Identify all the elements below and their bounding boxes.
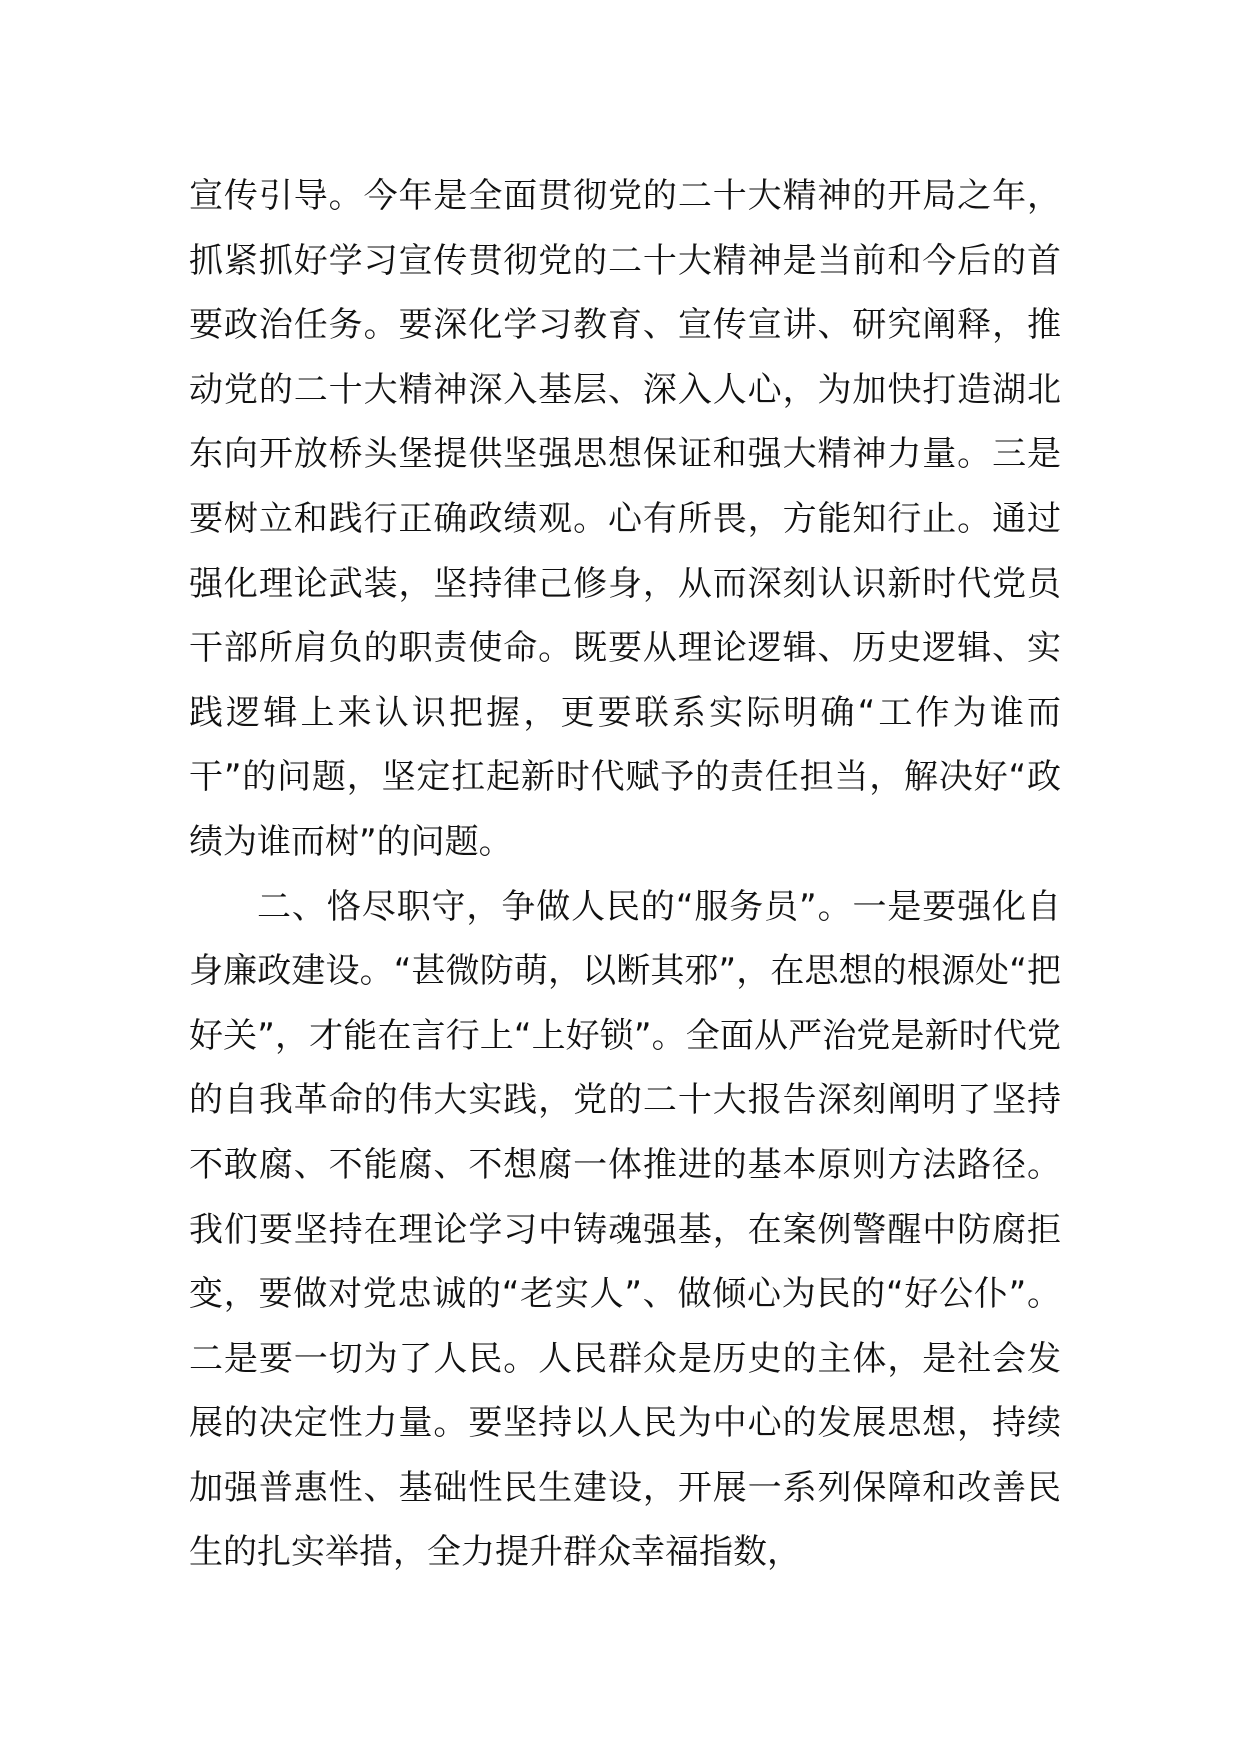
paragraph-continuation: 宣传引导。今年是全面贯彻党的二十大精神的开局之年，抓紧抓好学习宣传贯彻党的二十大精神是当前和今后的首要政治任务。要深化学习教育、宣传宣讲、研究阐释，推动党的二十大精神深入基层、深入人心，为加快打造湖北东向开放桥头堡提供坚强思想保证和强大精神力量。三是要树立和践行正确政绩观。心有所畏，方能知行止。通过强化理论武装，坚持律己修身，从而深刻认识新时代党员干部所肩负的职责使命。既要从理论逻辑、历史逻辑、实践逻辑上来认识把握，更要联系实际明确“工作为谁而干”的问题，坚定扛起新时代赋予的责任担当，解决好“政绩为谁而树”的问题。 — [189, 176, 1061, 862]
body-text — [189, 164, 1061, 1585]
paragraph-section-two: 二、恪尽职守，争做人民的“服务员”。一是要强化自身廉政建设。“甚微防萌，以断其邪”，在思想的根源处“把好关”，才能在言行上“上好锁”。全面从严治党是新时代党的自我革命的伟大实践，党的二十大报告深刻阐明了坚持不敢腐、不能腐、不想腐一体推进的基本原则方法路径。我们要坚持在理论学习中铸魂强基，在案例警醒中防腐拒变，要做对党忠诚的“老实人”、做倾心为民的“好公仆”。二是要一切为了人民。人民群众是历史的主体，是社会发展的决定性力量。要坚持以人民为中心的发展思想，持续加强普惠性、基础性民生建设，开展一系列保障和改善民生的扎实举措，全力提升群众幸福指数， — [189, 886, 1061, 1573]
